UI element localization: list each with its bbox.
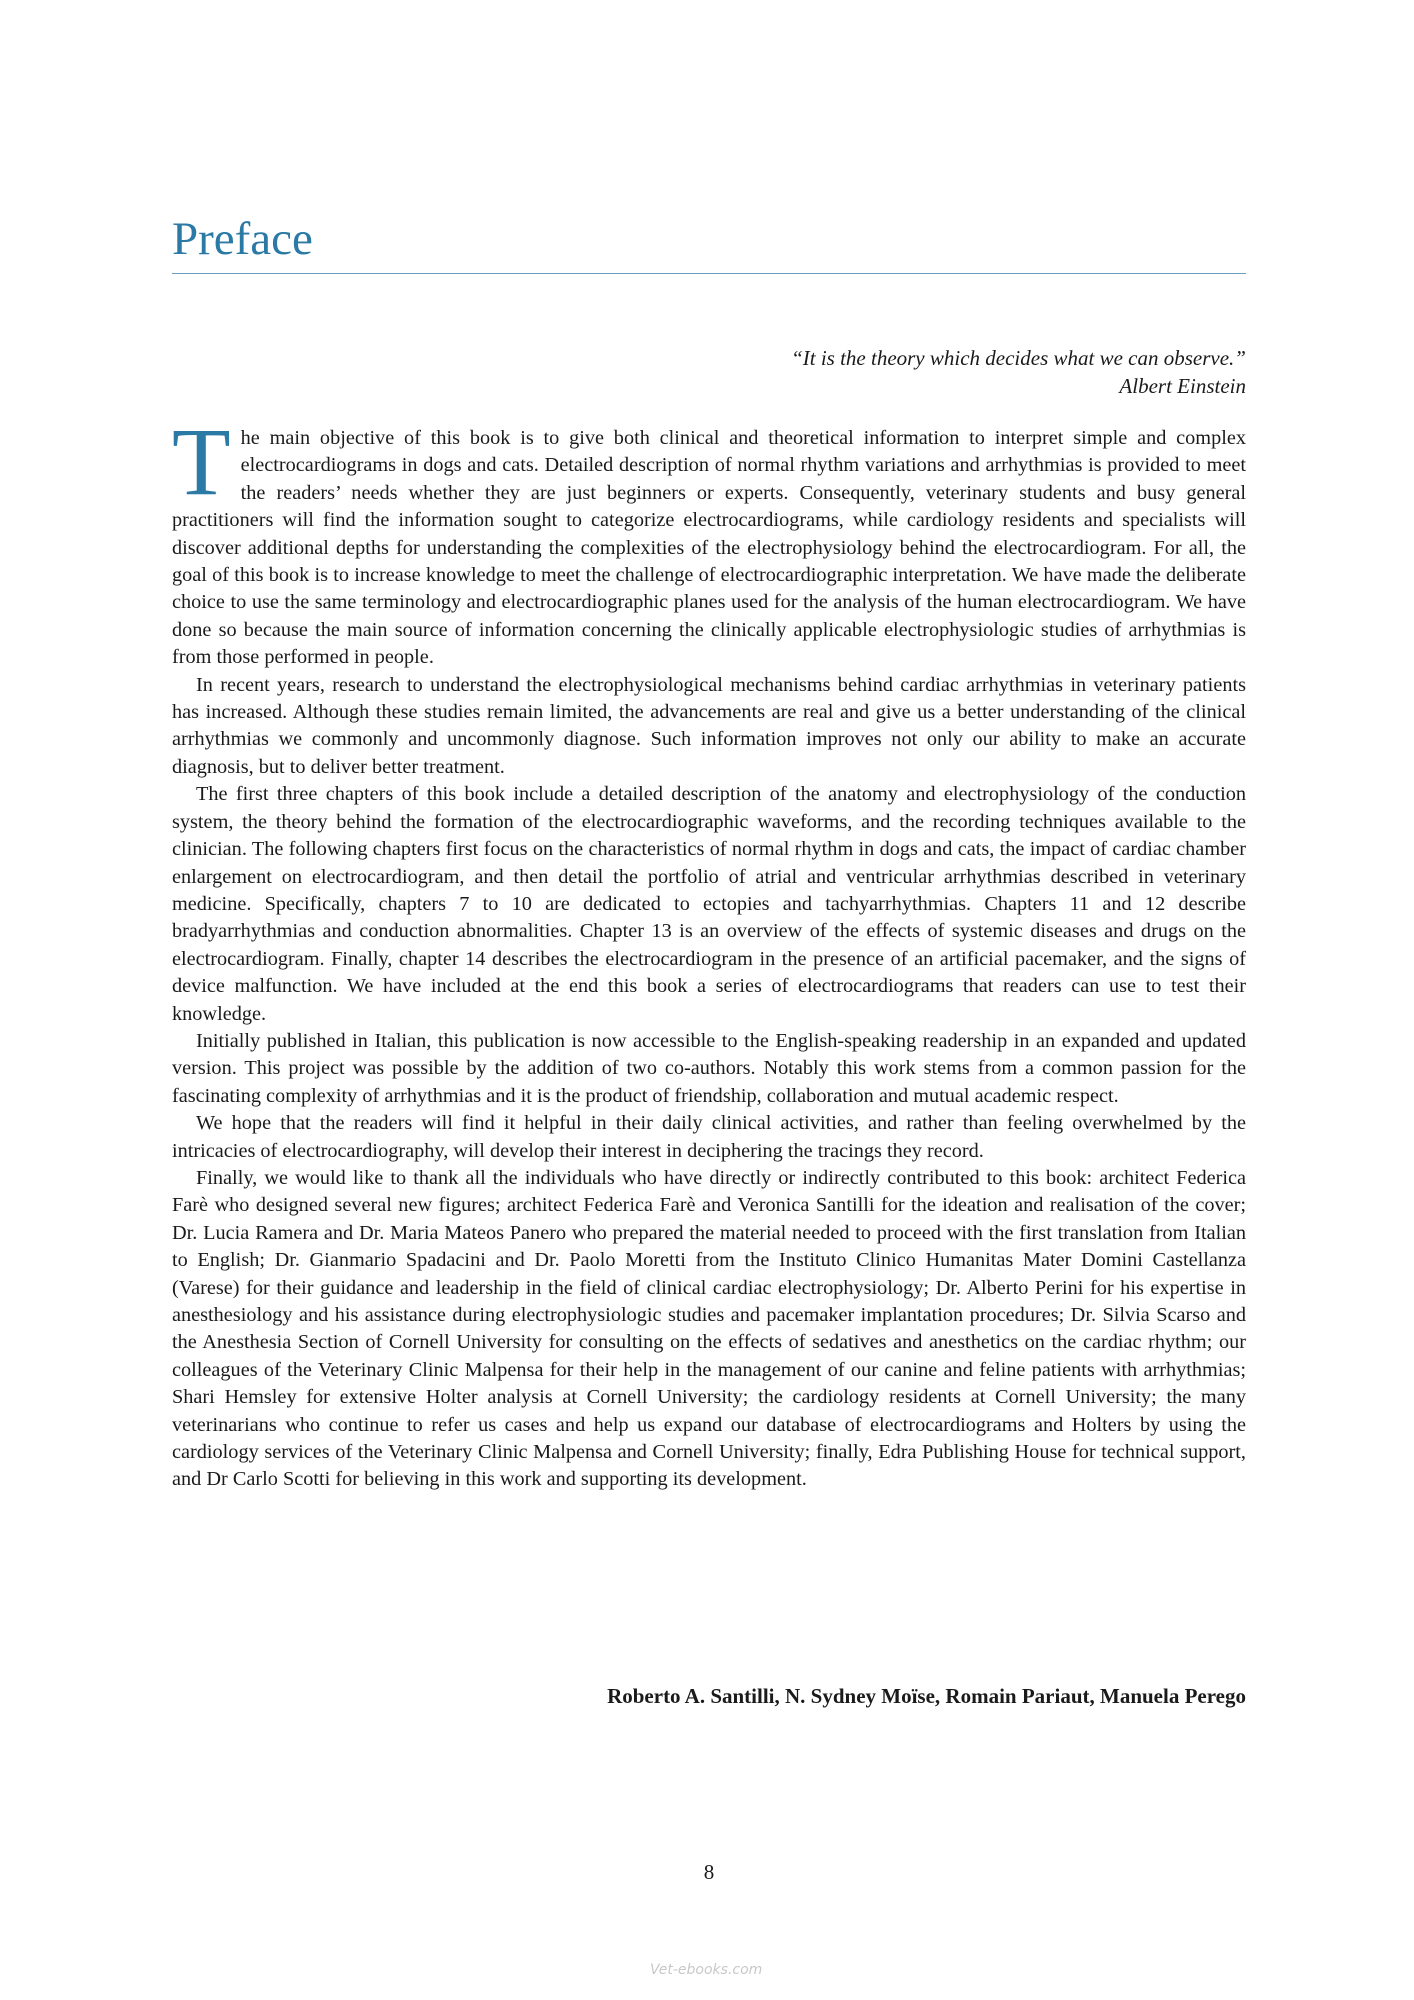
paragraph-5: We hope that the readers will find it helpful in their daily clinical activities, and rather than feeling overwhelmed by the intricacies of electrocardiography, will develop their interest in deciphering the tracings they record. — [172, 1112, 1246, 1162]
page-title: Preface — [172, 213, 313, 265]
drop-cap: T — [172, 408, 231, 515]
title-divider — [172, 273, 1246, 274]
preface-body — [172, 408, 1246, 1494]
page-number: 8 — [703, 1860, 715, 1884]
paragraph-1-text: he main objective of this book is to give both clinical and theoretical information to interpret simple and complex electrocardiograms in dogs and cats. Detailed description of normal rhythm variations and arrhythmias is provided to meet the readers’ needs whether they are just beginners or experts. Consequently, veterinary students and busy general practitioners will find the information sought to categorize electrocardiograms, while cardiology residents and specialists will discover additional depths for understanding the complexities of the electrophysiology behind the electrocardiogram. For all, the goal of this book is to increase knowledge to meet the challenge of electrocardiographic interpretation. We have made the deliberate choice to use the same terminology and electrocardiographic planes used for the analysis of the human electrocardiogram. We have done so because the main source of information concerning the clinically applicable electrophysiologic studies of arrhythmias is from those performed in people. — [172, 427, 1246, 669]
epigraph-author: Albert Einstein — [1119, 374, 1246, 398]
paragraph-4: Initially published in Italian, this publication is now accessible to the English-speaking readership in an expanded and updated version. This project was possible by the addition of two co-authors. Notably this work stems from a common passion for the fascinating complexity of arrhythmias and it is the product of friendship, collaboration and mutual academic respect. — [172, 1029, 1246, 1107]
epigraph-quote: “It is the theory which decides what we can observe.” — [791, 346, 1246, 370]
watermark-logo: Vet-ebooks.com — [650, 1962, 763, 1978]
paragraph-1 — [172, 408, 1246, 672]
paragraph-3: The first three chapters of this book include a detailed description of the anatomy and electrophysiology of the conduction system, the theory behind the formation of the electrocardiographic waveforms, and the recording techniques available to the clinician. The following chapters first focus on the characteristics of normal rhythm in dogs and cats, the impact of cardiac chamber enlargement on electrocardiogram, and then detail the portfolio of atrial and ventricular arrhythmias described in veterinary medicine. Specifically, chapters 7 to 10 are dedicated to ectopies and tachyarrhythmias. Chapters 11 and 12 describe bradyarrhythmias and conduction abnormalities. Chapter 13 is an overview of the effects of systemic diseases and drugs on the electrocardiogram. Finally, chapter 14 describes the electrocardiogram in the presence of an artificial pacemaker, and the signs of device malfunction. We have included at the end this book a series of electrocardiograms that readers can use to test their knowledge. — [172, 783, 1246, 1025]
paragraph-2: In recent years, research to understand the electrophysiological mechanisms behind cardiac arrhythmias in veterinary patients has increased. Although these studies remain limited, the advancements are real and give us a better understanding of the clinical arrhythmias we commonly and uncommonly diagnose. Such information improves not only our ability to make an accurate diagnosis, but to deliver better treatment. — [172, 673, 1246, 778]
epigraph — [172, 344, 1246, 400]
authors-signature: Roberto A. Santilli, N. Sydney Moïse, Romain Pariaut, Manuela Perego — [607, 1684, 1246, 1708]
paragraph-6: Finally, we would like to thank all the individuals who have directly or indirectly contributed to this book: architect Federica Farè who designed several new figures; architect Federica Farè and Veronica Santilli for the ideation and realisation of the cover; Dr. Lucia Ramera and Dr. Maria Mateos Panero who prepared the material needed to proceed with the first translation from Italian to English; Dr. Gianmario Spadacini and Dr. Paolo Moretti from the Instituto Clinico Humanitas Mater Domini Castellanza (Varese) for their guidance and leadership in the field of clinical cardiac electrophysiology; Dr. Alberto Perini for his expertise in anesthesiology and his assistance during electrophysiologic studies and pacemaker implantation procedures; Dr. Silvia Scarso and the Anesthesia Section of Cornell University for consulting on the effects of sedatives and anesthetics on the cardiac rhythm; our colleagues of the Veterinary Clinic Malpensa for their help in the management of our canine and feline patients with arrhythmias; Shari Hemsley for extensive Holter analysis at Cornell University; the cardiology residents at Cornell University; the many veterinarians who continue to refer us cases and help us expand our database of electrocardiograms and Holters by using the cardiology services of the Veterinary Clinic Malpensa and Cornell University; finally, Edra Publishing House for technical support, and Dr Carlo Scotti for believing in this work and supporting its development. — [172, 1166, 1246, 1491]
